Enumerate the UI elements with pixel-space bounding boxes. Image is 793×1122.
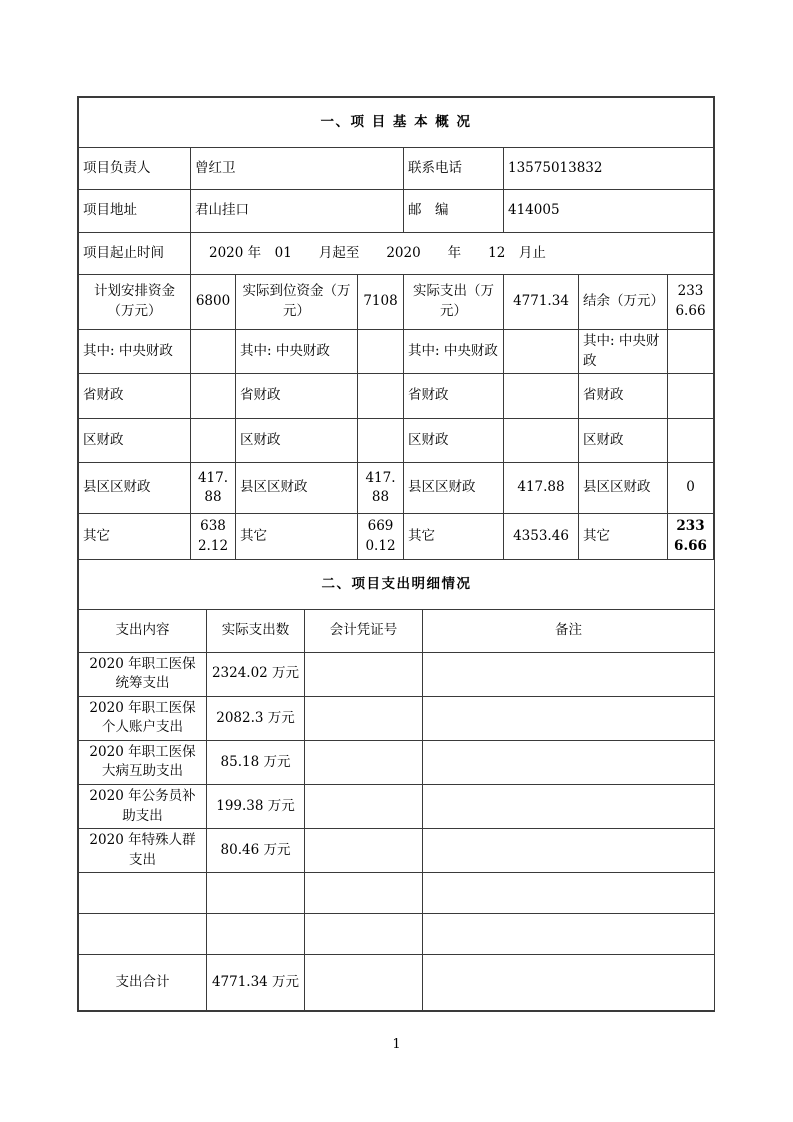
expense-note (423, 914, 715, 955)
expense-voucher (305, 785, 423, 829)
total-amount: 4771.34 万元 (207, 955, 305, 1011)
phone-label: 联系电话 (404, 148, 504, 190)
county-finance-label: 县区区财政 (579, 463, 668, 514)
district-finance-value (358, 419, 404, 463)
expense-amount: 199.38 万元 (207, 785, 305, 829)
expense-note (423, 829, 715, 873)
expense-amount (207, 914, 305, 955)
other-funds-row (79, 514, 714, 560)
basic-info-table (78, 97, 714, 560)
district-finance-value (191, 419, 236, 463)
expense-content: 2020 年公务员补助支出 (79, 785, 207, 829)
expense-total-row (79, 955, 715, 1011)
province-finance-value (668, 374, 714, 419)
district-finance-value (668, 419, 714, 463)
county-finance-value: 417.88 (504, 463, 579, 514)
project-address-label: 项目地址 (79, 190, 191, 233)
county-finance-value: 0 (668, 463, 714, 514)
project-leader-value: 曾红卫 (191, 148, 404, 190)
other-funds-label: 其它 (579, 514, 668, 560)
expense-voucher (305, 829, 423, 873)
table-row (79, 233, 714, 275)
expense-note (423, 873, 715, 914)
central-finance-label: 其中: 中央财政 (404, 330, 504, 374)
county-finance-row (79, 463, 714, 514)
expense-amount: 2082.3 万元 (207, 696, 305, 740)
central-finance-value (504, 330, 579, 374)
expense-voucher (305, 652, 423, 696)
expense-amount: 2324.02 万元 (207, 652, 305, 696)
central-finance-label: 其中: 中央财政 (236, 330, 358, 374)
central-finance-value (191, 330, 236, 374)
expense-row-empty (79, 873, 715, 914)
total-label: 支出合计 (79, 955, 207, 1011)
other-funds-label: 其它 (236, 514, 358, 560)
phone-value: 13575013832 (504, 148, 714, 190)
county-finance-label: 县区区财政 (236, 463, 358, 514)
column-header-note: 备注 (423, 609, 715, 652)
expense-amount: 85.18 万元 (207, 740, 305, 784)
actual-expense-value: 4771.34 (504, 275, 579, 330)
expense-row (79, 696, 715, 740)
central-finance-label: 其中: 中央财政 (579, 330, 668, 374)
expense-voucher (305, 696, 423, 740)
expense-header-row (79, 609, 715, 652)
other-funds-value: 6382.12 (191, 514, 236, 560)
balance-label: 结余（万元） (579, 275, 668, 330)
central-finance-label: 其中: 中央财政 (79, 330, 191, 374)
expense-row-empty (79, 914, 715, 955)
actual-expense-label: 实际支出（万元） (404, 275, 504, 330)
table-row (79, 190, 714, 233)
page-number: 1 (392, 1037, 401, 1052)
district-finance-label: 区财政 (79, 419, 191, 463)
district-finance-label: 区财政 (579, 419, 668, 463)
central-finance-value (358, 330, 404, 374)
other-funds-label: 其它 (79, 514, 191, 560)
project-period-value: 2020 年 01 月起至 2020 年 12 月止 (191, 233, 714, 275)
county-finance-value: 417.88 (358, 463, 404, 514)
section2-title-row (79, 560, 715, 609)
project-report-table (77, 96, 715, 1012)
expense-row (79, 829, 715, 873)
total-voucher (305, 955, 423, 1011)
district-finance-label: 区财政 (404, 419, 504, 463)
district-finance-row (79, 419, 714, 463)
other-funds-value: 2336.66 (668, 514, 714, 560)
planned-funds-value: 6800 (191, 275, 236, 330)
province-finance-value (504, 374, 579, 419)
funds-summary-row (79, 275, 714, 330)
expense-row (79, 740, 715, 784)
district-finance-label: 区财政 (236, 419, 358, 463)
project-period-label: 项目起止时间 (79, 233, 191, 275)
province-finance-label: 省财政 (404, 374, 504, 419)
expense-note (423, 740, 715, 784)
balance-value: 2336.66 (668, 275, 714, 330)
expense-amount (207, 873, 305, 914)
central-finance-value (668, 330, 714, 374)
county-finance-value: 417.88 (191, 463, 236, 514)
province-finance-label: 省财政 (236, 374, 358, 419)
section2-title: 二、项目支出明细情况 (79, 560, 715, 609)
expense-voucher (305, 740, 423, 784)
province-finance-value (358, 374, 404, 419)
other-funds-value: 4353.46 (504, 514, 579, 560)
expense-content (79, 914, 207, 955)
other-funds-label: 其它 (404, 514, 504, 560)
section1-title-row (79, 98, 714, 148)
expense-note (423, 785, 715, 829)
expense-row (79, 652, 715, 696)
total-note (423, 955, 715, 1011)
central-finance-row (79, 330, 714, 374)
planned-funds-label: 计划安排资金（万元） (79, 275, 191, 330)
expense-row (79, 785, 715, 829)
expense-amount: 80.46 万元 (207, 829, 305, 873)
province-finance-label: 省财政 (579, 374, 668, 419)
county-finance-label: 县区区财政 (404, 463, 504, 514)
received-funds-label: 实际到位资金（万元） (236, 275, 358, 330)
expense-content: 2020 年职工医保个人账户支出 (79, 696, 207, 740)
expense-table (78, 560, 715, 1011)
county-finance-label: 县区区财政 (79, 463, 191, 514)
other-funds-value: 6690.12 (358, 514, 404, 560)
province-finance-value (191, 374, 236, 419)
expense-voucher (305, 914, 423, 955)
expense-content (79, 873, 207, 914)
province-finance-row (79, 374, 714, 419)
expense-content: 2020 年职工医保统筹支出 (79, 652, 207, 696)
project-address-value: 君山挂口 (191, 190, 404, 233)
district-finance-value (504, 419, 579, 463)
expense-note (423, 652, 715, 696)
column-header-voucher: 会计凭证号 (305, 609, 423, 652)
expense-content: 2020 年特殊人群支出 (79, 829, 207, 873)
expense-content: 2020 年职工医保大病互助支出 (79, 740, 207, 784)
postcode-value: 414005 (504, 190, 714, 233)
received-funds-value: 7108 (358, 275, 404, 330)
project-leader-label: 项目负责人 (79, 148, 191, 190)
column-header-amount: 实际支出数 (207, 609, 305, 652)
province-finance-label: 省财政 (79, 374, 191, 419)
column-header-content: 支出内容 (79, 609, 207, 652)
expense-note (423, 696, 715, 740)
section1-title: 一、项 目 基 本 概 况 (79, 98, 714, 148)
expense-voucher (305, 873, 423, 914)
postcode-label: 邮 编 (404, 190, 504, 233)
table-row (79, 148, 714, 190)
